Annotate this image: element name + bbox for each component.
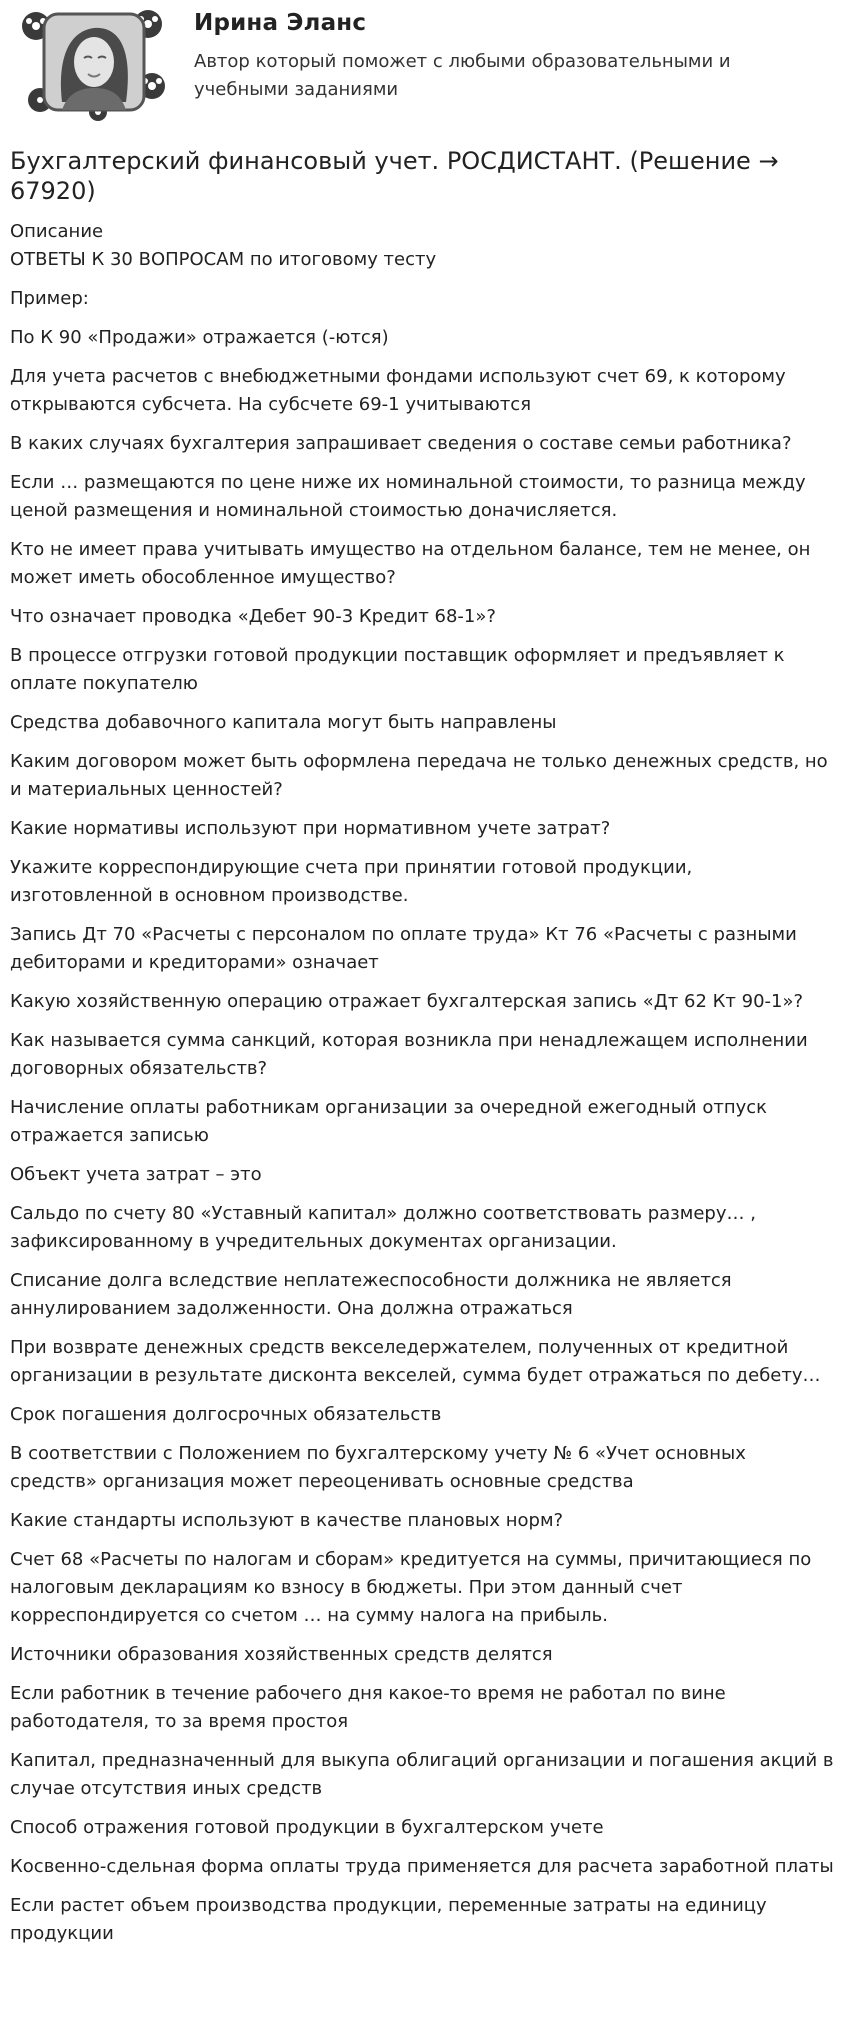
question-item: Укажите корреспондирующие счета при принятии готовой продукции, изготовленной в основном производстве. — [10, 857, 693, 906]
question-item: Средства добавочного капитала могут быть направлены — [10, 712, 557, 733]
question-item: Начисление оплаты работникам организации за очередной ежегодный отпуск отражается записью — [10, 1097, 768, 1146]
description-lead: ОТВЕТЫ К 30 ВОПРОСАМ по итоговому тесту — [10, 249, 437, 270]
question-item: По К 90 «Продажи» отражается (-ются) — [10, 327, 389, 348]
question-item: При возврате денежных средств векселедержателем, полученных от кредитной организации в результате дисконта векселей, сумма будет отражаться по дебету… — [10, 1337, 821, 1386]
question-item: Срок погашения долгосрочных обязательств — [10, 1404, 442, 1425]
description-label: Описание — [10, 221, 104, 242]
question-item: Как называется сумма санкций, которая возникла при ненадлежащем исполнении договорных обязательств? — [10, 1030, 808, 1079]
document-title: Бухгалтерский финансовый учет. РОСДИСТАНТ. (Решение → 67920) — [10, 147, 779, 205]
question-item: Какие нормативы используют при нормативном учете затрат? — [10, 818, 611, 839]
question-item: Если растет объем производства продукции, переменные затраты на единицу продукции — [10, 1895, 767, 1944]
question-item: Какие стандарты используют в качестве плановых норм? — [10, 1510, 564, 1531]
question-item: Косвенно-сдельная форма оплаты труда применяется для расчета заработной платы — [10, 1856, 834, 1877]
author-bio: Автор который поможет с любыми образовательными и учебными заданиями — [194, 51, 731, 100]
question-item: Запись Дт 70 «Расчеты с персоналом по оплате труда» Кт 76 «Расчеты с разными дебиторами и кредиторами» означает — [10, 924, 797, 973]
question-item: Если … размещаются по цене ниже их номинальной стоимости, то разница между ценой размещения и номинальной стоимостью доначисляется. — [10, 472, 806, 521]
question-item: Счет 68 «Расчеты по налогам и сборам» кредитуется на суммы, причитающиеся по налоговым декларациям ко взносу в бюджеты. При этом данный счет корреспондируется со счетом … на сумму налога на прибыль. — [10, 1549, 812, 1626]
question-item: Источники образования хозяйственных средств делятся — [10, 1644, 553, 1665]
question-item: Каким договором может быть оформлена передача не только денежных средств, но и материальных ценностей? — [10, 751, 828, 800]
question-item: Что означает проводка «Дебет 90-3 Кредит 68-1»? — [10, 606, 496, 627]
question-item: Сальдо по счету 80 «Уставный капитал» должно соответствовать размеру… , зафиксированному в учредительных документах организации. — [10, 1203, 756, 1252]
question-item: Списание долга вследствие неплатежеспособности должника не является аннулированием задолженности. Она должна отражаться — [10, 1270, 732, 1319]
question-item: Способ отражения готовой продукции в бухгалтерском учете — [10, 1817, 604, 1838]
question-item: В соответствии с Положением по бухгалтерскому учету № 6 «Учет основных средств» организация может переоценивать основные средства — [10, 1443, 746, 1492]
question-item: В каких случаях бухгалтерия запрашивает сведения о составе семьи работника? — [10, 433, 792, 454]
question-item: Кто не имеет права учитывать имущество на отдельном балансе, тем не менее, он может иметь обособленное имущество? — [10, 539, 811, 588]
question-item: Если работник в течение рабочего дня какое-то время не работал по вине работодателя, то за время простоя — [10, 1683, 726, 1732]
question-item: Капитал, предназначенный для выкупа облигаций организации и погашения акций в случае отсутствия иных средств — [10, 1750, 834, 1799]
question-item: Какую хозяйственную операцию отражает бухгалтерская запись «Дт 62 Кт 90-1»? — [10, 991, 804, 1012]
question-list — [10, 324, 837, 1948]
question-item: В процессе отгрузки готовой продукции поставщик оформляет и предъявляет к оплате покупателю — [10, 645, 785, 694]
author-card — [10, 0, 837, 128]
example-label: Пример: — [10, 288, 89, 309]
author-name[interactable]: Ирина Эланс — [194, 10, 367, 36]
author-avatar[interactable] — [18, 4, 166, 122]
question-item: Для учета расчетов с внебюджетными фондами используют счет 69, к которому открываются субсчета. На субсчете 69-1 учитываются — [10, 366, 786, 415]
question-item: Объект учета затрат – это — [10, 1164, 262, 1185]
